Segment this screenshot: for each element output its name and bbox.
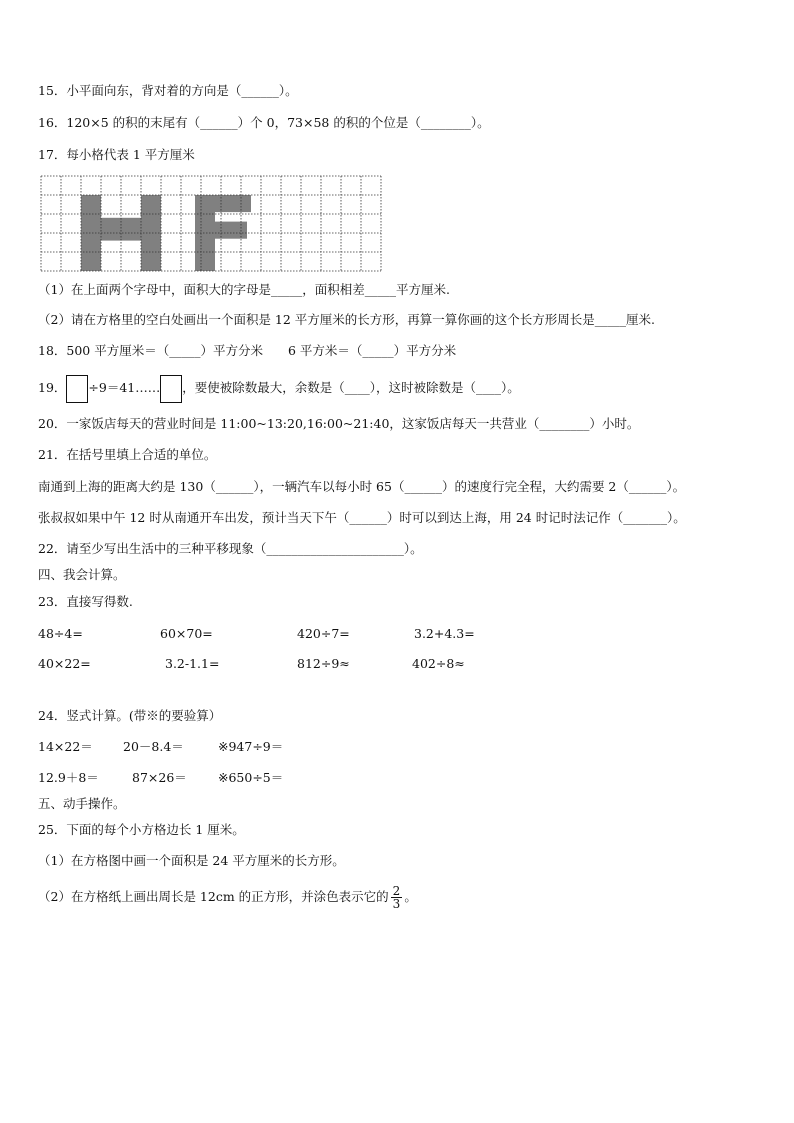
q25-sub2-suffix: 。 <box>404 889 417 904</box>
letter-f-middle-bar <box>215 222 247 239</box>
q20-text: 20．一家饭店每天的营业时间是 11:00~13:20,16:00~21:40，这家饭店每天一共营业（________）小时。 <box>38 416 640 431</box>
square-grid-figure <box>40 175 382 275</box>
section4-text: 四、我会计算。 <box>38 567 126 582</box>
calc-item: 3.2+4.3= <box>414 626 475 641</box>
q19-prefix: 19． <box>38 380 67 395</box>
q23-title: 23．直接写得数. <box>38 594 133 609</box>
fraction-denominator: 3 <box>392 897 401 911</box>
vertical-calc-item: 20－8.4＝ <box>123 739 184 754</box>
question-20 <box>38 415 639 433</box>
q22-text: 22．请至少写出生活中的三种平移现象（______________________）。 <box>38 541 423 556</box>
question-22 <box>38 540 423 558</box>
question-21-title <box>38 446 216 464</box>
calc-item: 3.2-1.1= <box>165 656 220 671</box>
vertical-calc-item: 12.9＋8＝ <box>38 770 99 785</box>
question-17-sub1 <box>38 281 450 299</box>
question-23-title <box>38 593 133 611</box>
fraction-numerator: 2 <box>392 884 401 898</box>
vertical-calc-item: ※650÷5＝ <box>218 770 284 785</box>
q19-suffix: ，要使被除数最大，余数是（____），这时被除数是（____）。 <box>182 380 520 395</box>
question-25-sub1 <box>38 852 345 870</box>
q17-sub1-text: （1）在上面两个字母中，面积大的字母是_____，面积相差_____平方厘米. <box>38 282 450 297</box>
hf-letter-grid <box>40 175 382 272</box>
question-19 <box>38 374 520 403</box>
q25-sub2-prefix: （2）在方格纸上画出周长是 12cm 的正方形，并涂色表示它的 <box>38 889 389 904</box>
question-15 <box>38 82 298 100</box>
question-21-line1 <box>38 478 685 496</box>
question-17-title <box>38 146 195 164</box>
calc-item: 48÷4= <box>38 626 83 641</box>
q19-mid: ÷9＝41…… <box>88 380 161 395</box>
q17-sub2-text: （2）请在方格里的空白处画出一个面积是 12 平方厘米的长方形，再算一算你画的这个长方形周长是_____厘米. <box>38 312 656 327</box>
section-5-heading <box>38 795 126 813</box>
question-24-title <box>38 707 221 725</box>
calc-item: 402÷8≈ <box>412 656 465 671</box>
q16-text: 16．120×5 的积的末尾有（______）个 0，73×58 的积的个位是（________）。 <box>38 115 490 130</box>
letter-f-top-bar <box>215 195 251 212</box>
question-21-line2 <box>38 509 686 527</box>
q18-text: 18．500 平方厘米＝（_____）平方分米 6 平方米＝（_____）平方分米 <box>38 343 457 358</box>
section-4-heading <box>38 566 126 584</box>
q17-title: 17．每小格代表 1 平方厘米 <box>38 147 195 162</box>
q25-sub1: （1）在方格图中画一个面积是 24 平方厘米的长方形。 <box>38 853 345 868</box>
question-25-sub2 <box>38 880 417 914</box>
q21-line1: 南通到上海的距离大约是 130（______），一辆汽车以每小时 65（______）的速度行完全程，大约需要 2（______）。 <box>38 479 686 494</box>
question-17-sub2 <box>38 311 655 329</box>
q21-line2: 张叔叔如果中午 12 时从南通开车出发，预计当天下午（______）时可以到达上海，用 24 时记时法记作（_______）。 <box>38 510 686 525</box>
calc-item: 40×22= <box>38 656 91 671</box>
question-16 <box>38 114 490 132</box>
q15-text: 15．小平面向东，背对着的方向是（______）。 <box>38 83 298 98</box>
fraction-two-thirds <box>391 885 403 910</box>
calc-item: 812÷9≈ <box>297 656 350 671</box>
question-18 <box>38 342 456 360</box>
calc-item: 420÷7= <box>297 626 350 641</box>
vertical-calc-item: ※947÷9＝ <box>218 739 284 754</box>
dividend-box[interactable] <box>66 375 88 403</box>
q21-title: 21．在括号里填上合适的单位。 <box>38 447 217 462</box>
question-25-title <box>38 821 245 839</box>
remainder-box[interactable] <box>160 375 182 403</box>
q24-title: 24．竖式计算。(带※的要验算） <box>38 708 222 723</box>
section5-text: 五、动手操作。 <box>38 796 126 811</box>
calc-item: 60×70= <box>160 626 213 641</box>
vertical-calc-item: 87×26＝ <box>132 770 187 785</box>
q25-title: 25．下面的每个小方格边长 1 厘米。 <box>38 822 245 837</box>
vertical-calc-item: 14×22＝ <box>38 739 93 754</box>
